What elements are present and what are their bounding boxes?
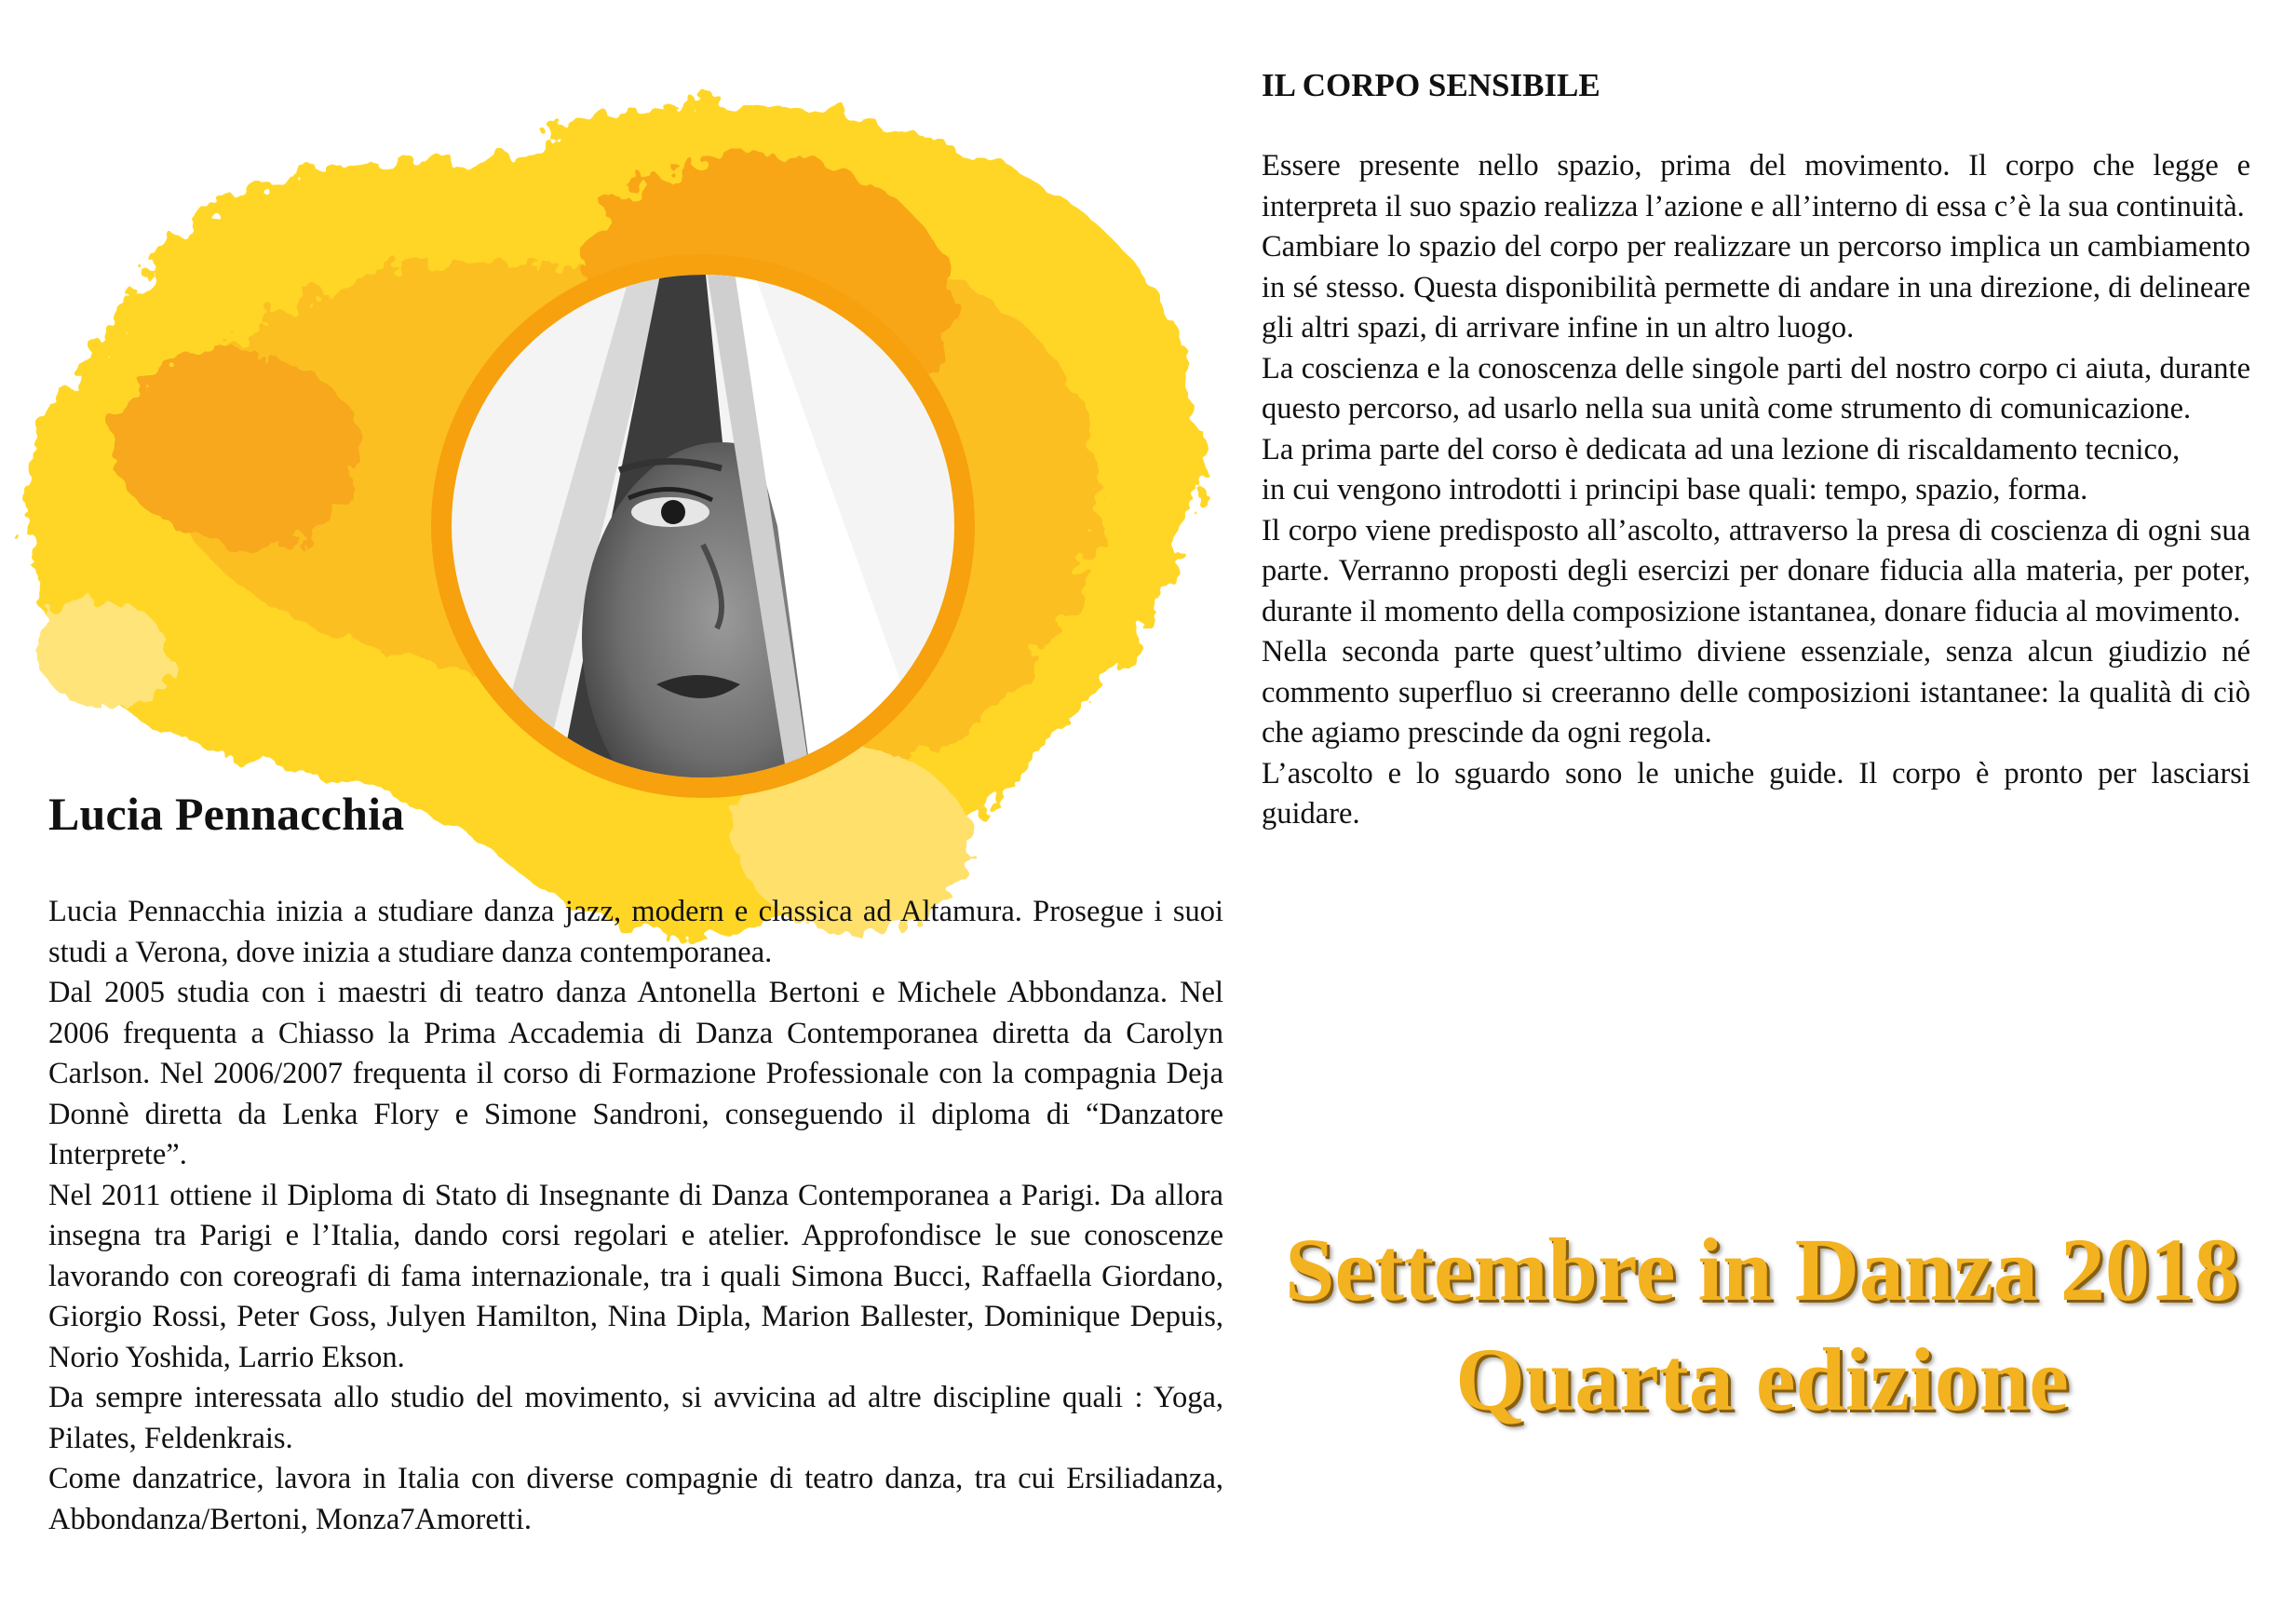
event-heading xyxy=(1248,1215,2276,1435)
bio-paragraph: Lucia Pennacchia inizia a studiare danza jazz, modern e classica ad Altamura. Prosegue i suoi studi a Verona, dove inizia a studiare danza contemporanea. xyxy=(48,895,1223,969)
course-description xyxy=(1262,146,2250,835)
course-paragraph: in cui vengono introdotti i principi base quali: tempo, spazio, forma. xyxy=(1262,473,2088,507)
bio-paragraph: Da sempre interessata allo studio del movimento, si avvicina ad altre discipline quali : Yoga, Pilates, Feldenkrais. xyxy=(48,1381,1223,1455)
event-edition: Quarta edizione xyxy=(1455,1330,2069,1429)
event-title: Settembre in Danza 2018 xyxy=(1285,1220,2239,1319)
artist-biography xyxy=(48,892,1223,1540)
bio-paragraph: Dal 2005 studia con i maestri di teatro danza Antonella Bertoni e Michele Abbondanza. Nel 2006 frequenta a Chiasso la Prima Accademia di Danza Contemporanea diretta da Carolyn Carlson. Nel 2006/2007 frequenta il corso di Formazione Professionale con la compagnia Deja Donnè diretta da Lenka Flory e Simone Sandroni, conseguendo il diploma di “Danzatore Interprete”. xyxy=(48,976,1223,1171)
course-paragraph: La coscienza e la conoscenza delle singole parti del nostro corpo ci aiuta, durante questo percorso, ad usarlo nella sua unità come strumento di comunicazione. xyxy=(1262,351,2250,426)
course-paragraph: La prima parte del corso è dedicata ad una lezione di riscaldamento tecnico, xyxy=(1262,432,2181,466)
artist-name: Lucia Pennacchia xyxy=(48,788,405,840)
course-paragraph: Nella seconda parte quest’ultimo diviene essenziale, senza alcun giudizio né commento superfluo si creeranno delle composizioni istantanee: la qualità di ciò che agiamo prescinde da ogni regola. xyxy=(1262,635,2250,750)
course-paragraph: Essere presente nello spazio, prima del movimento. Il corpo che legge e interpreta il suo spazio realizza l’azione e all’interno di essa c’è la sua continuità. xyxy=(1262,149,2250,223)
bio-paragraph: Come danzatrice, lavora in Italia con diverse compagnie di teatro danza, tra cui Ersiliadanza, Abbondanza/Bertoni, Monza7Amoretti. xyxy=(48,1462,1223,1536)
course-paragraph: Cambiare lo spazio del corpo per realizzare un percorso implica un cambiamento in sé stesso. Questa disponibilità permette di andare in una direzione, di delineare gli altri spazi, di arrivare infine in un altro luogo. xyxy=(1262,230,2250,344)
course-title: IL CORPO SENSIBILE xyxy=(1262,67,1600,103)
course-paragraph: L’ascolto e lo sguardo sono le uniche guide. Il corpo è pronto per lasciarsi guidare. xyxy=(1262,756,2250,831)
portrait-photo xyxy=(424,247,982,805)
course-paragraph: Il corpo viene predisposto all’ascolto, attraverso la presa di coscienza di ogni sua parte. Verranno proposti degli esercizi per donare fiducia alla materia, per poter, durante il momento della composizione istantanea, donare fiducia al movimento. xyxy=(1262,513,2250,628)
bio-paragraph: Nel 2011 ottiene il Diploma di Stato di Insegnante di Danza Contemporanea a Parigi. Da allora insegna tra Parigi e l’Italia, dando corsi regolari e atelier. Approfondisce le sue conoscenze lavorando con coreografi di fama internazionale, tra i quali Simona Bucci, Raffaella Giordano, Giorgio Rossi, Peter Goss, Julyen Hamilton, Nina Dipla, Marion Ballester, Dominique Depuis, Norio Yoshida, Larrio Ekson. xyxy=(48,1178,1223,1374)
